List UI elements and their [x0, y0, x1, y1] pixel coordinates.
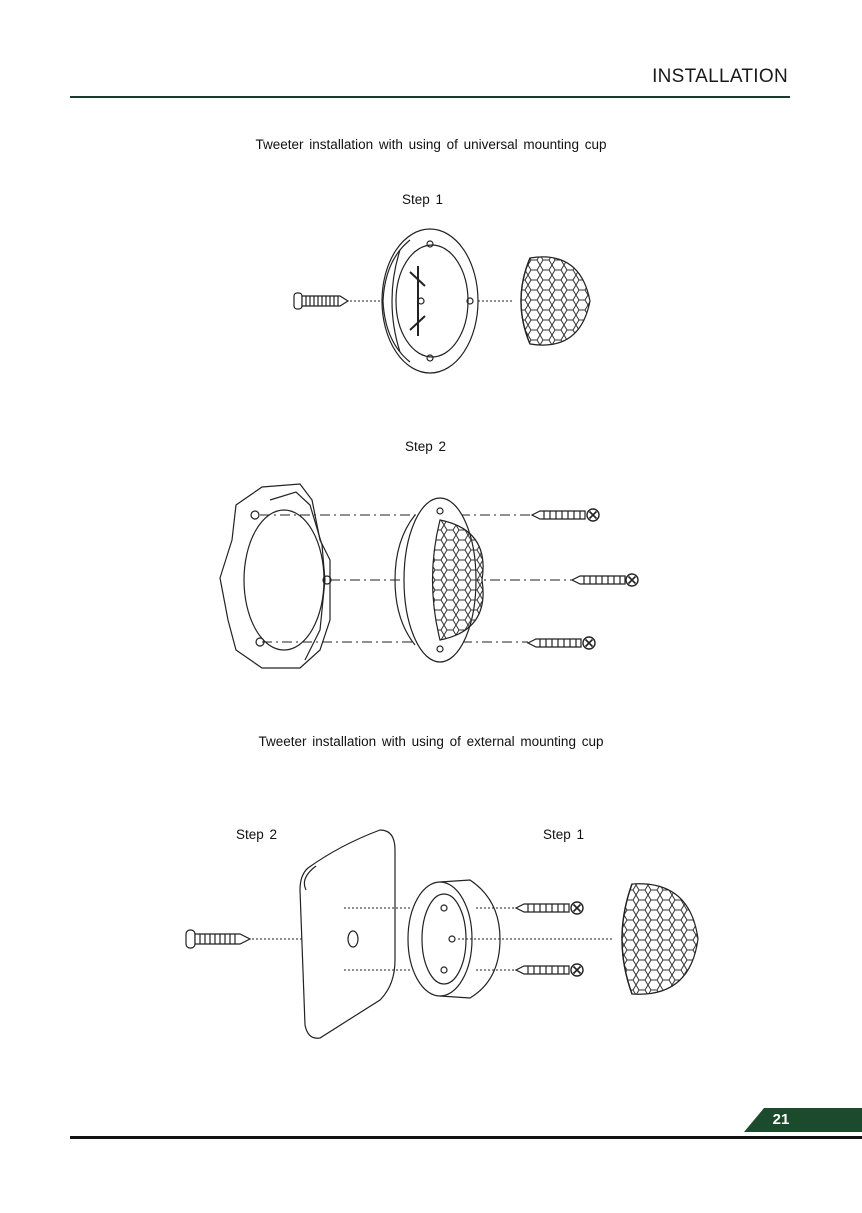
step1-figure	[294, 229, 590, 373]
screw-icon	[528, 637, 595, 649]
external-step-2-label: Step 2	[236, 827, 278, 842]
mounting-panel-icon	[300, 830, 395, 1038]
page-title: INSTALLATION	[652, 66, 788, 87]
screw-icon	[572, 574, 638, 586]
external-step-1-label: Step 1	[543, 827, 585, 842]
mounting-cup-icon	[382, 229, 478, 373]
page-number-tab	[744, 1108, 862, 1132]
step-2-label: Step 2	[405, 439, 447, 454]
screw-icon	[532, 509, 599, 521]
section-caption-external-cup: Tweeter installation with using of external mounting cup	[258, 734, 604, 749]
panel-ring-icon	[220, 484, 331, 668]
section-caption-universal-cup: Tweeter installation with using of universal mounting cup	[255, 137, 607, 152]
screw-icon	[516, 964, 583, 976]
step2-figure	[220, 484, 638, 668]
screw-icon	[294, 293, 348, 309]
screw-icon	[516, 902, 583, 914]
step-1-label: Step 1	[402, 192, 444, 207]
footer-divider	[70, 1136, 862, 1139]
tweeter-grille-icon	[622, 884, 698, 995]
page-number: 21	[772, 1111, 790, 1128]
external-cup-figure	[186, 830, 698, 1038]
screw-icon	[186, 930, 250, 948]
tweeter-grille-icon	[521, 257, 590, 345]
assembled-tweeter-icon	[395, 498, 483, 662]
